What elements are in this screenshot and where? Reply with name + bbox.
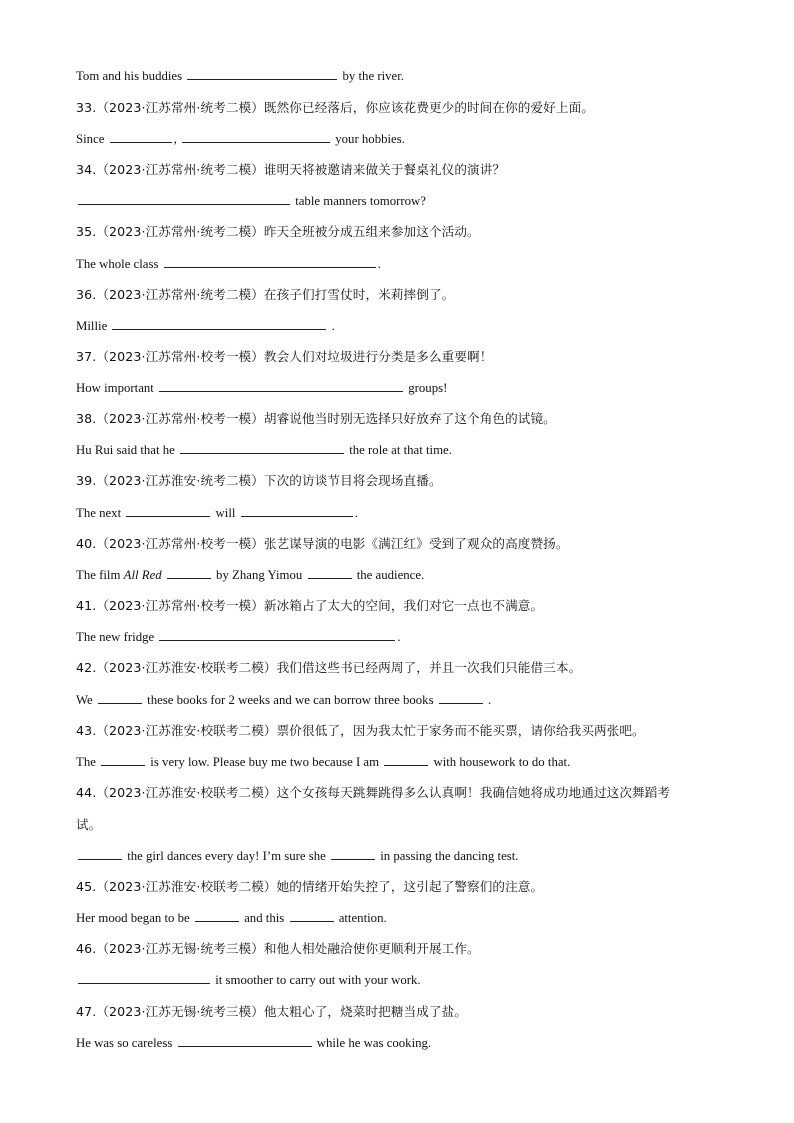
answer-line [76,380,734,396]
text-segment: The [76,755,100,769]
answer-blank[interactable] [110,131,172,143]
question-prompt [76,879,734,895]
text-segment: 40.（2023·江苏常州·校考一模）张艺谋导演的电影《满江红》受到了观众的高度赞扬。 [76,536,569,551]
text-segment: 34.（2023·江苏常州·统考二模）谁明天将被邀请来做关于餐桌礼仪的演讲？ [76,162,506,177]
text-segment: 41.（2023·江苏常州·校考一模）新冰箱占了太大的空间，我们对它一点也不满意。 [76,598,544,613]
text-segment: Hu Rui said that he [76,443,179,457]
text-segment: groups! [405,381,448,395]
question-prompt [76,1004,734,1020]
text-segment: Tom and his buddies [76,69,186,83]
text-segment: attention. [335,911,387,925]
answer-line [76,1035,734,1051]
question-prompt [76,411,734,427]
text-segment: Since [76,132,108,146]
answer-line [76,442,734,458]
answer-blank[interactable] [241,505,353,517]
answer-line [76,567,734,583]
answer-blank[interactable] [78,848,122,860]
question-prompt [76,287,734,303]
text-segment: Her mood began to be [76,911,193,925]
text-segment: He was so careless [76,1036,176,1050]
text-segment: it smoother to carry out with your work. [212,973,421,987]
text-segment: 35.（2023·江苏常州·统考二模）昨天全班被分成五组来参加这个活动。 [76,224,480,239]
text-segment: The next [76,506,125,520]
answer-line [76,318,734,334]
text-segment: and this [240,911,288,925]
text-segment: in passing the dancing test. [377,849,519,863]
text-segment: 33.（2023·江苏常州·统考二模）既然你已经落后，你应该花费更少的时间在你的爱好上面。 [76,100,594,115]
answer-blank[interactable] [331,848,375,860]
answer-blank[interactable] [167,567,211,579]
text-segment: with housework to do that. [430,755,571,769]
text-segment: . [377,257,381,271]
text-segment: 37.（2023·江苏常州·校考一模）教会人们对垃圾进行分类是多么重要啊！ [76,349,493,364]
question-prompt [76,162,734,178]
text-segment: 47.（2023·江苏无锡·统考三模）他太粗心了，烧菜时把糖当成了盐。 [76,1004,468,1019]
question-prompt [76,941,734,957]
text-segment: 试。 [76,817,102,832]
text-segment: is very low. Please buy me two because I am [147,755,383,769]
text-segment: 39.（2023·江苏淮安·统考二模）下次的访谈节目将会现场直播。 [76,473,442,488]
answer-blank[interactable] [164,256,376,268]
answer-blank[interactable] [159,629,395,641]
answer-blank[interactable] [101,754,145,766]
answer-line [76,131,734,147]
text-segment: the girl dances every day! I’m sure she [124,849,330,863]
answer-line [76,754,734,770]
text-segment: . [354,506,358,520]
text-segment: The film [76,568,124,582]
text-segment: by Zhang Yimou [212,568,306,582]
text-segment: table manners tomorrow? [292,194,426,208]
text-segment: 46.（2023·江苏无锡·统考三模）和他人相处融洽使你更顺利开展工作。 [76,941,480,956]
italic-title: All Red [123,568,162,582]
text-segment: the role at that time. [346,443,452,457]
question-prompt [76,349,734,365]
text-segment: . [328,319,335,333]
text-segment: How important [76,381,158,395]
question-prompt [76,100,734,116]
answer-blank[interactable] [159,380,403,392]
text-segment: these books for 2 weeks and we can borrow three books [143,693,437,707]
text-segment: . [484,693,492,707]
answer-blank[interactable] [195,910,239,922]
text-segment: We [76,693,96,707]
question-prompt [76,598,734,614]
text-segment: 36.（2023·江苏常州·统考二模）在孩子们打雪仗时，米莉摔倒了。 [76,287,455,302]
text-segment: 42.（2023·江苏淮安·校联考二模）我们借这些书已经两周了，并且一次我们只能借三本。 [76,660,582,675]
question-prompt [76,473,734,489]
question-prompt [76,660,734,676]
text-segment: 44.（2023·江苏淮安·校联考二模）这个女孩每天跳舞跳得多么认真啊！我确信她将成功地通过这次舞蹈考 [76,785,671,800]
answer-blank[interactable] [182,131,330,143]
text-segment: will [212,506,239,520]
answer-blank[interactable] [180,442,344,454]
text-segment: your hobbies. [332,132,405,146]
text-segment: 38.（2023·江苏常州·校考一模）胡睿说他当时别无选择只好放弃了这个角色的试镜。 [76,411,556,426]
text-segment: by the river. [339,69,404,83]
text-segment: the audience. [353,568,425,582]
answer-blank[interactable] [308,567,352,579]
text-segment: while he was cooking. [313,1036,432,1050]
text-segment: , [173,132,181,146]
question-prompt [76,536,734,552]
answer-blank[interactable] [439,692,483,704]
question-prompt [76,224,734,240]
answer-blank[interactable] [98,692,142,704]
answer-line [76,256,734,272]
answer-line [76,629,734,645]
answer-blank[interactable] [384,754,428,766]
question-prompt [76,723,734,739]
answer-blank[interactable] [187,68,337,80]
answer-line [76,848,734,864]
answer-blank[interactable] [290,910,334,922]
text-segment: The whole class [76,257,162,271]
question-prompt [76,817,734,833]
answer-blank[interactable] [78,193,290,205]
answer-blank[interactable] [126,505,210,517]
question-prompt [76,785,734,801]
answer-line [76,692,734,708]
text-segment: Millie [76,319,111,333]
answer-line [76,910,734,926]
text-segment [162,568,165,582]
text-segment: 45.（2023·江苏淮安·校联考二模）她的情绪开始失控了，这引起了警察们的注意。 [76,879,544,894]
text-segment: 43.（2023·江苏淮安·校联考二模）票价很低了，因为我太忙于家务而不能买票，请你给我买两张吧。 [76,723,645,738]
answer-blank[interactable] [178,1035,312,1047]
text-segment: The new fridge [76,630,158,644]
answer-line [76,972,734,988]
answer-line [76,68,734,84]
answer-line [76,193,734,209]
answer-blank[interactable] [78,972,210,984]
text-segment: . [397,630,401,644]
answer-line [76,505,734,521]
answer-blank[interactable] [112,318,326,330]
